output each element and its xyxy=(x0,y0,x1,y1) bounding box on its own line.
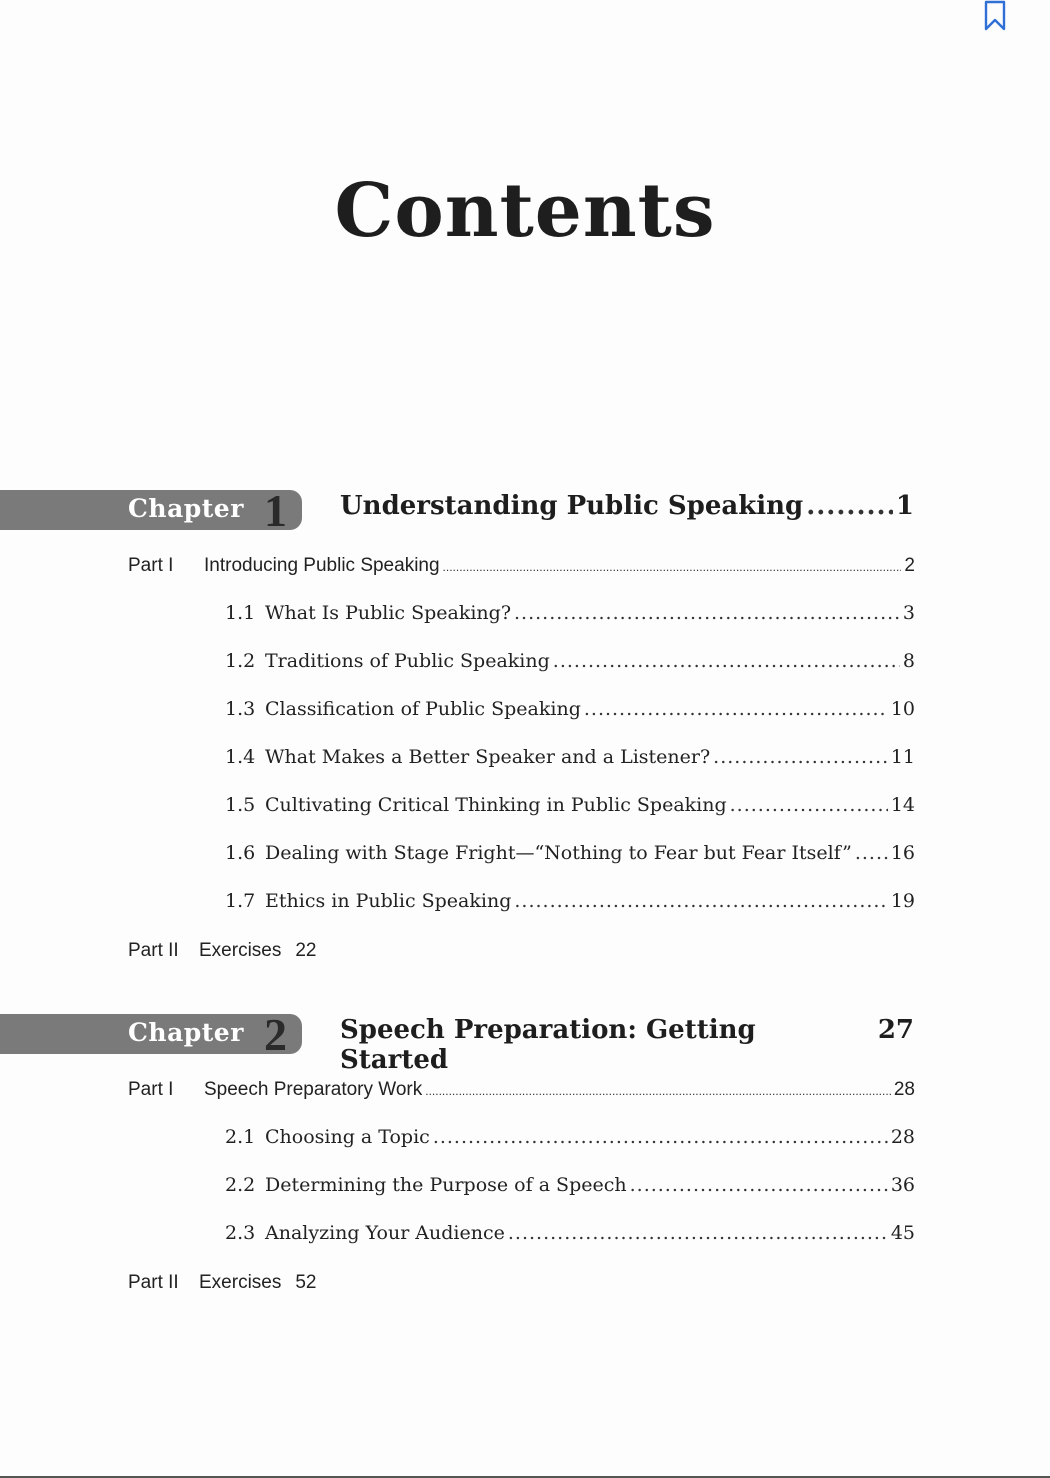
chapter-tab xyxy=(0,1009,302,1060)
part-title: Introducing Public Speaking xyxy=(204,555,440,576)
section-page: 45 xyxy=(890,1222,915,1244)
chapter-title-row xyxy=(340,1015,914,1075)
toc-entry-section[interactable] xyxy=(225,794,915,816)
section-page: 36 xyxy=(890,1174,915,1196)
toc-entry-exercises[interactable] xyxy=(128,1272,915,1294)
dot-leader xyxy=(806,491,893,521)
chapter-heading[interactable] xyxy=(0,1009,1050,1075)
toc-entry-section[interactable] xyxy=(225,1222,915,1244)
section-page: 28 xyxy=(890,1126,915,1148)
section-page: 11 xyxy=(890,746,915,768)
toc-entry-section[interactable] xyxy=(225,650,915,672)
section-number: 2.3 xyxy=(225,1222,256,1244)
dot-leader xyxy=(713,746,888,768)
section-title: Determining the Purpose of a Speech xyxy=(265,1174,627,1196)
dot-leader xyxy=(433,1126,888,1148)
section-number: 2.2 xyxy=(225,1174,256,1196)
toc-entry-section[interactable] xyxy=(225,746,915,768)
part-label: Part II xyxy=(128,1272,179,1293)
part-title: Speech Preparatory Work xyxy=(204,1079,423,1100)
part-label: Part II xyxy=(128,940,179,961)
chapter-label: Chapter xyxy=(128,494,244,523)
part-page: 2 xyxy=(904,555,915,576)
part-label: Part I xyxy=(128,555,174,576)
section-number: 1.5 xyxy=(225,794,256,816)
chapter-title-row xyxy=(340,491,914,521)
section-number: 1.4 xyxy=(225,746,256,768)
bookmark-icon[interactable] xyxy=(982,0,1008,32)
dot-leader xyxy=(730,794,888,816)
dot-leader xyxy=(508,1222,888,1244)
section-title: Choosing a Topic xyxy=(265,1126,430,1148)
chapter-page: 27 xyxy=(877,1015,914,1045)
section-title: What Makes a Better Speaker and a Listener? xyxy=(265,746,711,768)
section-page: 8 xyxy=(902,650,915,672)
part-title: Exercises xyxy=(199,940,282,961)
section-page: 16 xyxy=(890,842,915,864)
section-title: What Is Public Speaking? xyxy=(265,602,512,624)
chapter-tab xyxy=(0,485,302,536)
part-page: 22 xyxy=(295,940,317,961)
section-title: Dealing with Stage Fright—“Nothing to Fear but Fear Itself” xyxy=(265,842,852,864)
dot-leader xyxy=(855,842,888,864)
section-page: 19 xyxy=(890,890,915,912)
section-number: 1.2 xyxy=(225,650,256,672)
toc-entry-part[interactable] xyxy=(128,555,915,577)
section-number: 2.1 xyxy=(225,1126,256,1148)
section-number: 1.6 xyxy=(225,842,256,864)
toc-entry-section[interactable] xyxy=(225,698,915,720)
page-title: Contents xyxy=(334,168,716,254)
toc-entry-part[interactable] xyxy=(128,1079,915,1101)
dot-leader xyxy=(630,1174,888,1196)
toc-entry-section[interactable] xyxy=(225,1126,915,1148)
section-number: 1.7 xyxy=(225,890,256,912)
chapter-title: Understanding Public Speaking xyxy=(340,491,804,521)
toc-entry-section[interactable] xyxy=(225,890,915,912)
section-number: 1.3 xyxy=(225,698,256,720)
toc-entry-section[interactable] xyxy=(225,842,915,864)
chapter-page: 1 xyxy=(895,491,914,521)
chapter-number: 2 xyxy=(264,1009,287,1060)
chapter-label: Chapter xyxy=(128,1018,244,1047)
dot-leader xyxy=(425,1084,891,1098)
section-title: Ethics in Public Speaking xyxy=(265,890,512,912)
section-title: Analyzing Your Audience xyxy=(265,1222,505,1244)
dot-leader xyxy=(553,650,900,672)
toc-entry-section[interactable] xyxy=(225,602,915,624)
section-page: 14 xyxy=(890,794,915,816)
section-title: Traditions of Public Speaking xyxy=(265,650,550,672)
section-page: 10 xyxy=(890,698,915,720)
part-page: 52 xyxy=(295,1272,317,1293)
part-title: Exercises xyxy=(199,1272,282,1293)
toc-entry-section[interactable] xyxy=(225,1174,915,1196)
section-page: 3 xyxy=(902,602,915,624)
section-title: Cultivating Critical Thinking in Public Speaking xyxy=(265,794,727,816)
chapter-number: 1 xyxy=(264,485,287,536)
section-number: 1.1 xyxy=(225,602,256,624)
dot-leader xyxy=(514,890,887,912)
section-title: Classification of Public Speaking xyxy=(265,698,581,720)
part-label: Part I xyxy=(128,1079,174,1100)
dot-leader xyxy=(514,602,900,624)
toc-entry-exercises[interactable] xyxy=(128,940,915,962)
dot-leader xyxy=(443,560,902,574)
chapter-heading[interactable] xyxy=(0,485,1050,536)
part-page: 28 xyxy=(893,1079,915,1100)
dot-leader xyxy=(584,698,888,720)
chapter-title: Speech Preparation: Getting Started xyxy=(340,1015,756,1075)
